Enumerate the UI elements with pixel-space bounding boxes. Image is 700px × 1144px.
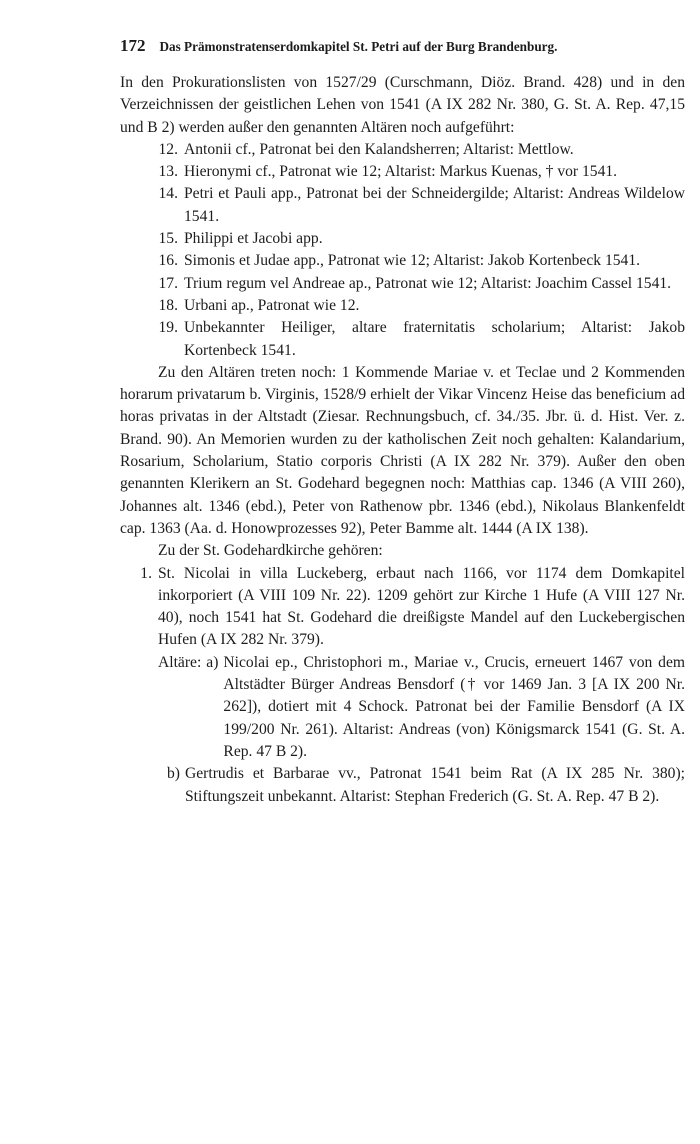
item-text: Trium regum vel Andreae ap., Patronat wie 12; Altarist: Joachim Cassel 1541. <box>184 274 672 292</box>
item-text: Simonis et Judae app., Patronat wie 12; Altarist: Jakob Kortenbeck 1541. <box>184 252 641 270</box>
item-text: Hieronymi cf., Patronat wie 12; Altarist: Markus Kuenas, † vor 1541. <box>184 163 618 181</box>
item-number: 15. <box>158 230 178 248</box>
running-title: Das Prämonstratenserdomkapitel St. Petri auf der Burg Brandenburg. <box>159 39 558 54</box>
altar-list <box>120 139 685 362</box>
item-text: Antonii cf., Patronat bei den Kalandsherren; Altarist: Mettlow. <box>184 140 574 158</box>
item-text: Unbekannter Heiliger, altare fraternitatis scholarium; Altarist: Jakob Kortenbeck 1541. <box>184 319 685 359</box>
church-list <box>120 563 685 652</box>
list-item <box>120 139 685 161</box>
item-number: 1. <box>140 564 152 582</box>
item-text: Petri et Pauli app., Patronat bei der Schneidergilde; Altarist: Andreas Wildelow 1541. <box>184 185 685 225</box>
list-item <box>120 228 685 250</box>
list-item <box>120 317 685 362</box>
intro-paragraph: In den Prokurationslisten von 1527/29 (Curschmann, Diöz. Brand. 428) und in den Verzeichnissen der geistlichen Lehen von 1541 (A IX 282 Nr. 380, G. St. A. Rep. 47,15 und B 2) werden außer den genannten Altären noch aufgeführt: <box>120 74 685 136</box>
list-item <box>120 183 685 228</box>
page-number: 172 <box>120 36 146 55</box>
item-number: 14. <box>158 185 178 203</box>
item-number: a) <box>206 653 219 671</box>
item-number: 16. <box>158 252 178 270</box>
item-number: 19. <box>158 319 178 337</box>
list-item <box>120 273 685 295</box>
commenda-paragraph: Zu den Altären treten noch: 1 Kommende Mariae v. et Teclae und 2 Kommenden horarum privatarum b. Virginis, 1528/9 erhielt der Vikar Vincenz Heise das beneficium ad horas privatas in der Altstadt (Ziesar. Rechnungsbuch, cf. 34./35. Jbr. ü. d. Hist. Ver. z. Brand. 90). An Memorien wurden zu der katholischen Zeit noch gehalten: Kalandarium, Rosarium, Scholarium, Statio corporis Christi (A IX 282 Nr. 379). Außer den oben genannten Klerikern an St. Godehard begegnen noch: Matthias cap. 1346 (A VIII 260), Johannes alt. 1346 (ebd.), Peter von Rathenow pbr. 1346 (ebd.), Nikolaus Blankenfeldt cap. 1363 (Aa. d. Honowprozesses 92), Peter Bamme alt. 1444 (A IX 138). <box>120 363 685 537</box>
item-number: 13. <box>158 163 178 181</box>
list-item <box>120 295 685 317</box>
item-number: 17. <box>158 274 178 292</box>
item-text: Urbani ap., Patronat wie 12. <box>184 296 360 314</box>
item-number: b) <box>167 765 180 783</box>
item-text: St. Nicolai in villa Luckeberg, erbaut nach 1166, vor 1174 dem Domkapitel inkorporiert (A VIII 109 Nr. 22). 1209 gehört zur Kirche 1 Hufe (A VIII 127 Nr. 40), noch 1541 hat St. Godehard die dreißigste Mandel auf den Luckebergischen Hufen (A IX 282 Nr. 379). <box>158 564 685 649</box>
list-item <box>162 763 685 808</box>
altars-label: Altäre: <box>158 653 202 671</box>
list-item <box>120 161 685 183</box>
item-number: 12. <box>158 140 178 158</box>
item-text: Philippi et Jacobi app. <box>184 230 323 248</box>
page <box>120 36 685 808</box>
running-head <box>120 36 685 56</box>
item-text: Gertrudis et Barbarae vv., Patronat 1541 beim Rat (A IX 285 Nr. 380); Stiftungszeit unbekannt. Altarist: Stephan Frederich (G. St. A. Rep. 47 B 2). <box>185 765 685 805</box>
godehard-intro: Zu der St. Godehardkirche gehören: <box>158 542 383 560</box>
altars-subsection <box>158 652 685 763</box>
item-text: Nicolai ep., Christophori m., Mariae v., Crucis, erneuert 1467 von dem Altstädter Bürger Andreas Bensdorf († vor 1469 Jan. 3 [A IX 200 Nr. 262]), dotiert mit 4 Schock. Patronat bei der Familie Bensdorf (A IX 199/200 Nr. 261). Altarist: Andreas (von) Königsmarck 1541 (G. St. A. Rep. 47 B 2). <box>223 653 685 760</box>
item-number: 18. <box>158 296 178 314</box>
list-item <box>120 250 685 272</box>
list-item <box>120 563 685 652</box>
